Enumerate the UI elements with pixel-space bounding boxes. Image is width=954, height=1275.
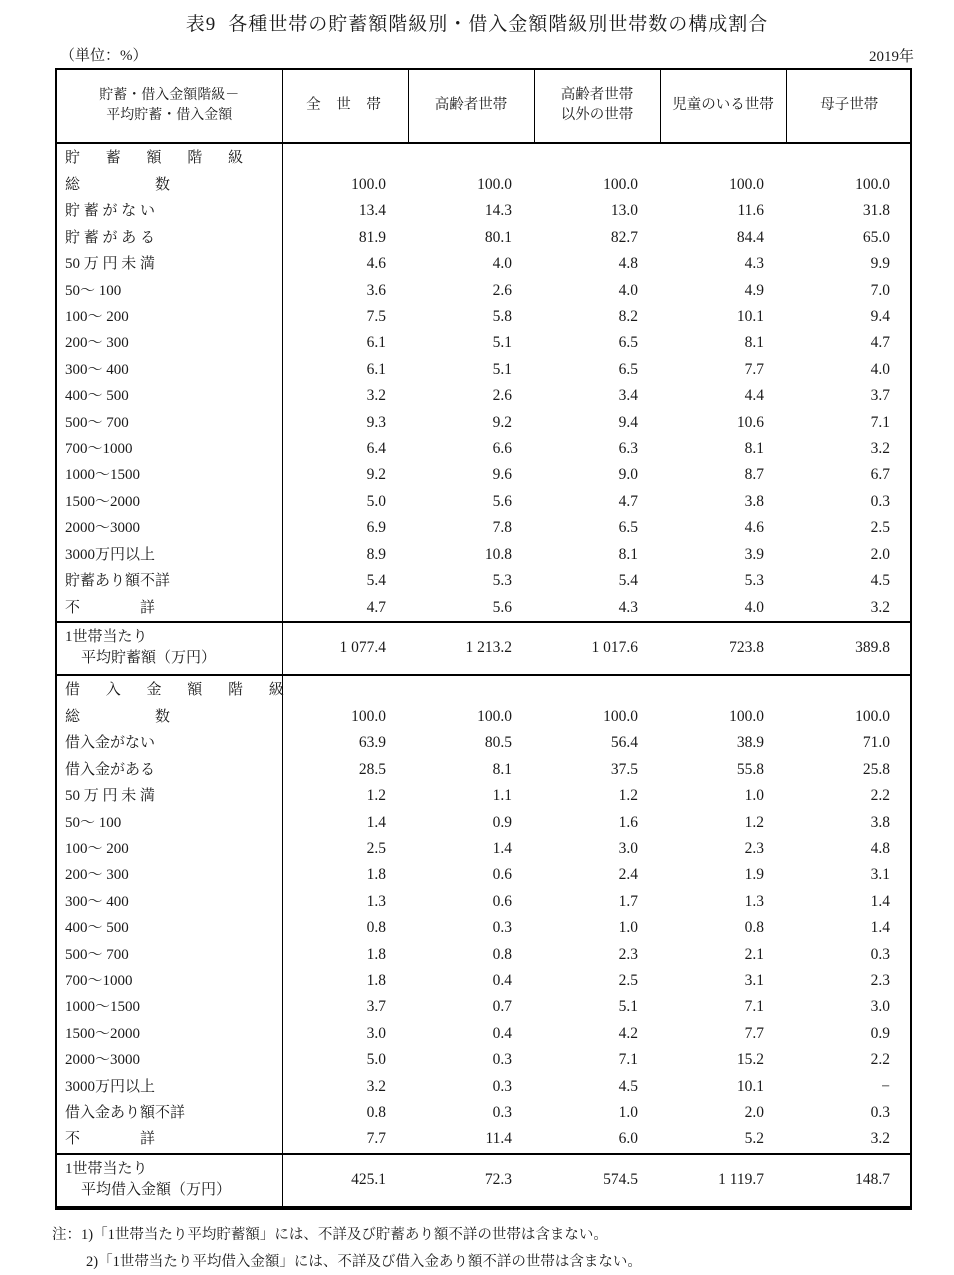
- table-row: [57, 942, 912, 968]
- data-cell: 4.2: [618, 1024, 638, 1042]
- data-cell: 10.8: [484, 545, 512, 563]
- empty-cell: [282, 143, 408, 172]
- data-cell: 0.6: [492, 866, 512, 884]
- data-cell: 5.1: [618, 998, 638, 1016]
- data-cell: 6.7: [870, 466, 890, 484]
- data-cell: 3.2: [870, 1130, 890, 1148]
- data-cell: 2.2: [870, 787, 890, 805]
- data-cell: 2.1: [744, 945, 764, 963]
- data-cell: 3.8: [744, 492, 764, 510]
- average-data-cell: 723.8: [660, 622, 786, 675]
- header-stub-line2: 平均貯蓄・借入金額: [106, 108, 233, 123]
- average-data-cell: 1 213.2: [408, 622, 534, 675]
- data-cell: 4.3: [618, 598, 638, 616]
- row-label: 総 数: [57, 172, 282, 198]
- row-label: 300〜 400: [57, 889, 282, 915]
- data-cell: 4.7: [366, 598, 386, 616]
- data-cell: 0.3: [492, 1104, 512, 1121]
- data-cell: 0.3: [492, 1077, 512, 1095]
- row-label: 400〜 500: [57, 915, 282, 941]
- data-cell: 37.5: [610, 760, 638, 778]
- data-cell: 6.1: [366, 360, 386, 378]
- table-row: [57, 862, 912, 888]
- data-cell: 3.2: [870, 598, 890, 616]
- column-header-2: 高齢者世帯: [408, 70, 534, 143]
- section-heading-text: 貯 蓄 額 階 級: [65, 150, 255, 166]
- data-cell: 11.6: [737, 202, 764, 220]
- table-row: [57, 994, 912, 1020]
- data-cell: 8.1: [492, 760, 512, 778]
- average-row: [57, 622, 912, 675]
- table-row: [57, 1074, 912, 1100]
- row-label: 3000万円以上: [57, 1074, 282, 1100]
- data-cell: 4.0: [870, 360, 890, 378]
- data-cell: 10.6: [736, 413, 764, 431]
- data-cell: 65.0: [862, 228, 890, 246]
- empty-cell: [534, 143, 660, 172]
- row-label: 1500〜2000: [57, 1021, 282, 1047]
- table-title-text: 各種世帯の貯蓄額階級別・借入金額階級別世帯数の構成割合: [228, 14, 769, 35]
- data-cell: 6.5: [618, 519, 638, 537]
- data-cell: 5.8: [492, 308, 512, 326]
- table-row: [57, 225, 912, 251]
- row-label: 50 万 円 未 満: [57, 251, 282, 277]
- data-cell: 1.4: [870, 892, 890, 910]
- average-label-line2: 平均借入金額（万円）: [81, 1182, 232, 1199]
- data-cell: 7.1: [870, 413, 890, 431]
- data-cell: 7.7: [744, 1024, 764, 1042]
- data-cell: 8.9: [366, 545, 386, 563]
- row-label: 1000〜1500: [57, 994, 282, 1020]
- data-cell: 1.4: [870, 919, 890, 937]
- data-cell: 100.0: [603, 707, 638, 725]
- average-data-cell: 148.7: [786, 1154, 912, 1207]
- data-cell: 9.0: [618, 466, 638, 484]
- row-label: 貯 蓄 が な い: [57, 198, 282, 224]
- table-row: [57, 836, 912, 862]
- data-cell: 9.3: [366, 413, 386, 431]
- data-cell: 1.3: [744, 892, 764, 910]
- row-label: 50〜 100: [57, 810, 282, 836]
- data-cell: 9.6: [492, 466, 512, 484]
- data-cell: 4.6: [744, 519, 764, 537]
- table-row: [57, 757, 912, 783]
- average-data-cell: 574.5: [534, 1154, 660, 1207]
- row-label: 借入金がない: [57, 730, 282, 756]
- column-header-line2: 以外の世帯: [560, 107, 634, 123]
- data-cell: 2.6: [492, 387, 512, 405]
- data-cell: −: [881, 1077, 890, 1095]
- header-stub-line1: 貯蓄・借入金額階級－: [99, 88, 240, 104]
- data-cell: 4.0: [744, 598, 764, 616]
- table-row: [57, 383, 912, 409]
- data-cell: 7.8: [492, 519, 512, 537]
- row-label: 300〜 400: [57, 357, 282, 383]
- table-row: [57, 730, 912, 756]
- data-cell: 8.2: [618, 308, 638, 326]
- average-row: [57, 1154, 912, 1207]
- data-cell: 9.9: [870, 255, 890, 273]
- row-label: 400〜 500: [57, 383, 282, 409]
- table-row: [57, 462, 912, 488]
- data-cell: 38.9: [736, 734, 764, 752]
- data-cell: 4.4: [744, 387, 764, 405]
- data-cell: 3.8: [870, 813, 890, 831]
- table-header-row: [57, 70, 912, 143]
- row-label: 500〜 700: [57, 942, 282, 968]
- data-cell: 7.1: [618, 1051, 638, 1069]
- data-cell: 2.0: [870, 545, 890, 563]
- average-data-cell: 425.1: [282, 1154, 408, 1207]
- table-row: [57, 410, 912, 436]
- data-cell: 6.9: [366, 519, 386, 537]
- data-cell: 10.1: [736, 1077, 764, 1095]
- empty-cell: [408, 143, 534, 172]
- row-label: 200〜 300: [57, 862, 282, 888]
- data-cell: 0.9: [870, 1024, 890, 1042]
- data-cell: 5.1: [492, 360, 512, 378]
- data-cell: 1.1: [492, 787, 512, 805]
- data-cell: 1.8: [366, 945, 386, 963]
- table-number: 表9: [185, 14, 217, 35]
- data-cell: 3.4: [618, 387, 638, 405]
- row-label: 500〜 700: [57, 410, 282, 436]
- data-cell: 8.7: [744, 466, 764, 484]
- data-cell: 0.8: [366, 1104, 386, 1121]
- data-cell: 14.3: [484, 202, 512, 220]
- row-label: 総 数: [57, 704, 282, 730]
- section-heading-label: [57, 143, 282, 172]
- data-cell: 1.8: [366, 866, 386, 884]
- data-cell: 7.7: [366, 1130, 386, 1148]
- data-cell: 1.6: [618, 813, 638, 831]
- empty-cell: [408, 675, 534, 704]
- table-row: [57, 704, 912, 730]
- data-cell: 1.0: [618, 919, 638, 937]
- data-cell: 0.8: [492, 945, 512, 963]
- data-cell: 5.6: [492, 492, 512, 510]
- data-cell: 4.7: [618, 492, 638, 510]
- row-label: 1000〜1500: [57, 462, 282, 488]
- data-cell: 2.6: [492, 281, 512, 299]
- data-cell: 1.7: [618, 892, 638, 910]
- data-cell: 7.5: [366, 308, 386, 326]
- footnote-1: 注：1)「1世帯当たり平均貯蓄額」には、不詳及び貯蓄あり額不詳の世帯は含まない。: [52, 1226, 608, 1243]
- data-cell: 5.1: [492, 334, 512, 352]
- data-cell: 0.8: [744, 919, 764, 937]
- data-cell: 0.3: [870, 945, 890, 963]
- table-row: [57, 889, 912, 915]
- data-cell: 5.0: [366, 1051, 386, 1069]
- column-header-line1: 高齢者世帯: [560, 87, 634, 104]
- table-row: [57, 595, 912, 622]
- data-cell: 5.4: [366, 572, 386, 590]
- table-row: [57, 172, 912, 198]
- data-cell: 2.3: [618, 945, 638, 963]
- empty-cell: [534, 675, 660, 704]
- year-label: 2019年: [868, 49, 914, 65]
- row-label: 借入金あり額不詳: [57, 1100, 282, 1126]
- data-cell: 100.0: [477, 707, 512, 725]
- data-cell: 3.7: [870, 387, 890, 405]
- row-label: 貯 蓄 が あ る: [57, 225, 282, 251]
- empty-cell: [786, 143, 912, 172]
- data-cell: 4.3: [744, 255, 764, 273]
- statistics-table: [57, 70, 912, 1208]
- column-header-3: [534, 70, 660, 143]
- annotation-row: [0, 44, 954, 68]
- average-data-cell: 72.3: [408, 1154, 534, 1207]
- row-label: 700〜1000: [57, 436, 282, 462]
- table-row: [57, 278, 912, 304]
- row-label: 50 万 円 未 満: [57, 783, 282, 809]
- data-cell: 5.4: [618, 572, 638, 590]
- footnote-2: 2)「1世帯当たり平均借入金額」には、不詳及び借入金あり額不詳の世帯は含まない。: [86, 1253, 642, 1270]
- data-cell: 3.0: [870, 998, 890, 1016]
- data-cell: 9.4: [870, 308, 890, 326]
- page-title: [0, 0, 954, 36]
- row-label: 不 詳: [57, 1126, 282, 1153]
- data-cell: 0.9: [492, 813, 512, 831]
- data-cell: 4.5: [870, 572, 890, 590]
- row-label: 貯蓄あり額不詳: [57, 568, 282, 594]
- data-cell: 80.1: [484, 228, 512, 246]
- data-cell: 2.0: [744, 1104, 764, 1121]
- data-cell: 5.2: [744, 1130, 764, 1148]
- data-cell: 100.0: [729, 707, 764, 725]
- data-cell: 100.0: [729, 176, 764, 193]
- data-cell: 31.8: [862, 202, 890, 220]
- table-row: [57, 810, 912, 836]
- table-row: [57, 1021, 912, 1047]
- row-label: 50〜 100: [57, 278, 282, 304]
- data-cell: 8.1: [744, 440, 764, 458]
- data-cell: 0.3: [870, 1104, 890, 1121]
- data-cell: 1.4: [492, 839, 512, 857]
- data-cell: 71.0: [862, 734, 890, 752]
- average-label-line1: 1世帯当たり: [65, 1160, 148, 1177]
- data-cell: 100.0: [351, 707, 386, 725]
- data-cell: 6.1: [366, 334, 386, 352]
- section-heading-text: 借 入 金 額 階 級: [65, 681, 295, 698]
- table-row: [57, 1047, 912, 1073]
- average-data-cell: 1 017.6: [534, 622, 660, 675]
- header-stub-cell: [57, 70, 282, 143]
- data-cell: 5.6: [492, 598, 512, 616]
- data-cell: 13.4: [358, 202, 386, 220]
- data-cell: 3.9: [744, 545, 764, 563]
- data-cell: 0.4: [492, 1024, 512, 1042]
- data-cell: 100.0: [603, 176, 638, 193]
- section-heading-label: [57, 675, 295, 704]
- footnotes: [52, 1222, 954, 1275]
- table-row: [57, 968, 912, 994]
- data-cell: 1.2: [744, 813, 764, 831]
- row-label: 1500〜2000: [57, 489, 282, 515]
- section-heading-row: [57, 143, 912, 172]
- data-cell: 2.5: [618, 971, 638, 989]
- data-cell: 1.2: [366, 787, 386, 805]
- data-cell: 2.5: [366, 839, 386, 857]
- data-cell: 1.2: [618, 787, 638, 805]
- empty-cell: [786, 675, 912, 704]
- section-heading-row: [57, 675, 912, 704]
- data-cell: 2.5: [870, 519, 890, 537]
- data-cell: 0.8: [366, 919, 386, 937]
- data-cell: 4.7: [870, 334, 890, 352]
- average-data-cell: 1 077.4: [282, 622, 408, 675]
- data-cell: 100.0: [855, 176, 890, 193]
- data-cell: 4.0: [618, 281, 638, 299]
- row-label: 3000万円以上: [57, 542, 282, 568]
- data-cell: 55.8: [736, 760, 764, 778]
- data-cell: 4.0: [492, 255, 512, 273]
- data-cell: 9.2: [492, 413, 512, 431]
- data-cell: 100.0: [351, 176, 386, 193]
- average-data-cell: 389.8: [786, 622, 912, 675]
- row-label: 100〜 200: [57, 304, 282, 330]
- table-row: [57, 436, 912, 462]
- empty-cell: [660, 143, 786, 172]
- row-label: 2000〜3000: [57, 1047, 282, 1073]
- data-cell: 1.0: [744, 787, 764, 805]
- data-cell: 0.3: [492, 919, 512, 937]
- data-cell: 1.9: [744, 866, 764, 884]
- average-label-line1: 1世帯当たり: [65, 628, 148, 645]
- data-cell: 11.4: [485, 1130, 512, 1148]
- data-cell: 81.9: [358, 228, 386, 246]
- data-cell: 80.5: [484, 734, 512, 752]
- column-header-1: 全 世 帯: [282, 70, 408, 143]
- average-label-line2: 平均貯蓄額（万円）: [81, 650, 217, 667]
- data-cell: 63.9: [358, 734, 386, 752]
- data-cell: 82.7: [610, 228, 638, 246]
- data-cell: 1.3: [366, 892, 386, 910]
- data-cell: 56.4: [610, 734, 638, 752]
- data-cell: 15.2: [736, 1051, 764, 1069]
- data-cell: 3.2: [366, 1077, 386, 1095]
- average-data-cell: 1 119.7: [660, 1154, 786, 1207]
- data-cell: 28.5: [358, 760, 386, 778]
- table-row: [57, 330, 912, 356]
- row-label: 借入金がある: [57, 757, 282, 783]
- data-cell: 0.3: [492, 1051, 512, 1069]
- column-header-4: 児童のいる世帯: [660, 70, 786, 143]
- data-cell: 3.2: [870, 440, 890, 458]
- data-cell: 3.0: [366, 1024, 386, 1042]
- data-cell: 5.3: [744, 572, 764, 590]
- data-cell: 9.4: [618, 413, 638, 431]
- data-cell: 9.2: [366, 466, 386, 484]
- data-cell: 0.3: [870, 492, 890, 510]
- unit-label: （単位：%）: [60, 48, 148, 64]
- data-cell: 1.0: [618, 1104, 638, 1121]
- data-cell: 8.1: [618, 545, 638, 563]
- data-cell: 7.7: [744, 360, 764, 378]
- data-cell: 1.8: [366, 971, 386, 989]
- table-row: [57, 1100, 912, 1126]
- row-label: 700〜1000: [57, 968, 282, 994]
- data-cell: 6.4: [366, 440, 386, 458]
- data-cell: 5.3: [492, 572, 512, 590]
- data-cell: 1.4: [366, 813, 386, 831]
- row-label: 200〜 300: [57, 330, 282, 356]
- data-cell: 0.6: [492, 892, 512, 910]
- data-cell: 0.4: [492, 971, 512, 989]
- data-cell: 3.1: [744, 971, 764, 989]
- data-cell: 3.0: [618, 839, 638, 857]
- data-cell: 25.8: [862, 760, 890, 778]
- data-cell: 2.3: [744, 839, 764, 857]
- table-row: [57, 198, 912, 224]
- table-body: [57, 70, 912, 1207]
- data-cell: 3.6: [366, 281, 386, 299]
- data-cell: 2.4: [618, 866, 638, 884]
- average-row-label: [57, 622, 282, 675]
- statistics-table-frame: [55, 68, 912, 1210]
- data-cell: 4.6: [366, 255, 386, 273]
- empty-cell: [660, 675, 786, 704]
- data-cell: 100.0: [477, 176, 512, 193]
- table-row: [57, 251, 912, 277]
- data-cell: 2.2: [870, 1051, 890, 1069]
- row-label: 100〜 200: [57, 836, 282, 862]
- table-row: [57, 489, 912, 515]
- data-cell: 6.5: [618, 360, 638, 378]
- data-cell: 3.1: [870, 866, 890, 884]
- data-cell: 6.0: [618, 1130, 638, 1148]
- data-cell: 4.5: [618, 1077, 638, 1095]
- table-row: [57, 357, 912, 383]
- data-cell: 4.8: [870, 839, 890, 857]
- data-cell: 8.1: [744, 334, 764, 352]
- table-row: [57, 1126, 912, 1153]
- data-cell: 7.1: [744, 998, 764, 1016]
- table-row: [57, 304, 912, 330]
- table-row: [57, 542, 912, 568]
- data-cell: 6.6: [492, 440, 512, 458]
- data-cell: 100.0: [855, 707, 890, 725]
- average-row-label: [57, 1154, 282, 1207]
- empty-cell: [282, 675, 408, 704]
- table-row: [57, 915, 912, 941]
- data-cell: 2.3: [870, 971, 890, 989]
- data-cell: 0.7: [492, 998, 512, 1016]
- data-cell: 7.0: [870, 281, 890, 299]
- data-cell: 5.0: [366, 492, 386, 510]
- data-cell: 4.9: [744, 281, 764, 299]
- data-cell: 6.5: [618, 334, 638, 352]
- table-row: [57, 515, 912, 541]
- data-cell: 3.2: [366, 387, 386, 405]
- data-cell: 13.0: [610, 202, 638, 220]
- data-cell: 6.3: [618, 440, 638, 458]
- table-row: [57, 783, 912, 809]
- table-row: [57, 568, 912, 594]
- row-label: 不 詳: [57, 595, 282, 622]
- data-cell: 84.4: [736, 228, 764, 246]
- row-label: 2000〜3000: [57, 515, 282, 541]
- data-cell: 10.1: [736, 308, 764, 326]
- column-header-5: 母子世帯: [786, 70, 912, 143]
- data-cell: 4.8: [618, 255, 638, 273]
- data-cell: 3.7: [366, 998, 386, 1016]
